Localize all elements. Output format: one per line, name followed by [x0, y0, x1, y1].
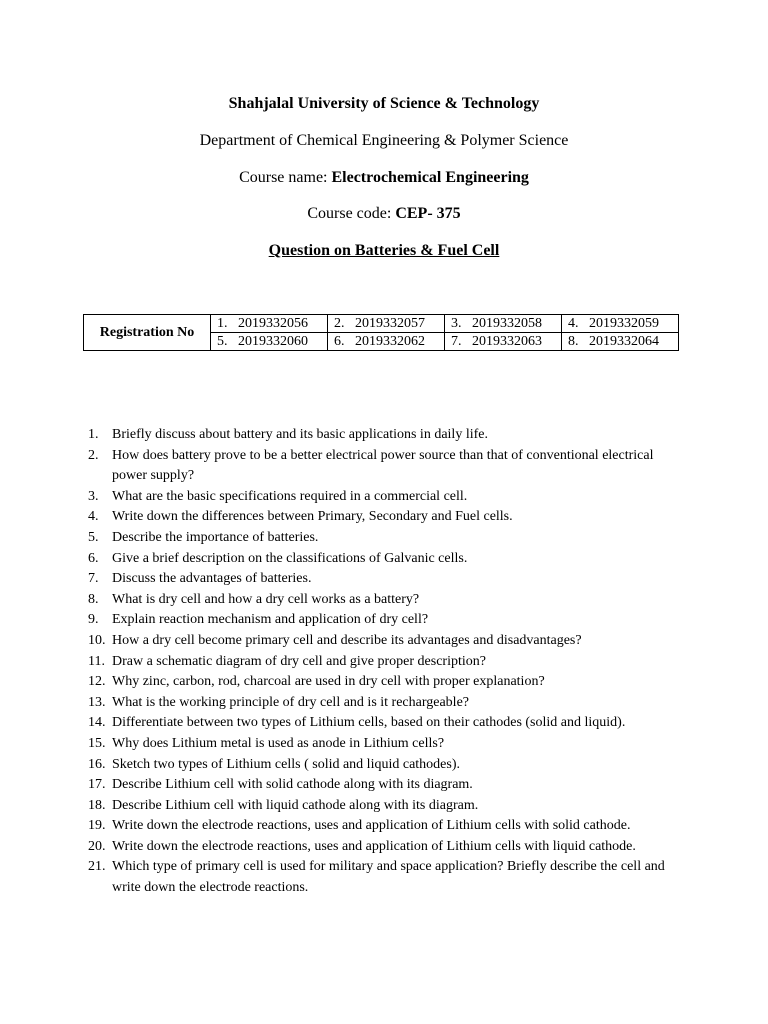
question-item: [88, 631, 688, 652]
question-number: 14.: [88, 715, 106, 731]
question-number: 15.: [88, 735, 106, 751]
question-text: Draw a schematic diagram of dry cell and give proper description?: [112, 653, 486, 669]
question-item: [88, 816, 688, 837]
question-item: [88, 507, 688, 528]
question-number: 20.: [88, 838, 106, 854]
question-text: Explain reaction mechanism and application of dry cell?: [112, 612, 429, 628]
registration-cell: 7. 2019332063: [445, 333, 562, 351]
registration-row: [84, 315, 679, 333]
question-text: Which type of primary cell is used for military and space application? Briefly describe the cell and write down the electrode reactions.: [112, 859, 665, 896]
registration-cell: 3. 2019332058: [445, 315, 562, 333]
question-item: [88, 652, 688, 673]
question-number: 4.: [88, 509, 99, 525]
registration-cell: 4. 2019332059: [562, 315, 679, 333]
course-code: CEP- 375: [395, 205, 461, 222]
question-item: [88, 425, 688, 446]
question-number: 3.: [88, 488, 99, 504]
university-name: Shahjalal University of Science & Technology: [228, 95, 540, 112]
department-name: Department of Chemical Engineering & Polymer Science: [199, 132, 569, 149]
registration-cell: 1. 2019332056: [211, 315, 328, 333]
question-list: [88, 425, 688, 899]
question-number: 19.: [88, 818, 106, 834]
course-name-label: Course name:: [239, 169, 332, 186]
course-name-line: [0, 168, 768, 188]
question-text: How a dry cell become primary cell and describe its advantages and disadvantages?: [112, 632, 582, 648]
question-text: Write down the electrode reactions, uses and application of Lithium cells with solid cathode.: [112, 818, 631, 834]
question-number: 12.: [88, 674, 106, 690]
question-text: Give a brief description on the classifications of Galvanic cells.: [112, 550, 468, 566]
question-item: [88, 549, 688, 570]
question-text: What is dry cell and how a dry cell works as a battery?: [112, 591, 420, 607]
question-text: How does battery prove to be a better electrical power source than that of conventional electrical power supply?: [112, 447, 654, 484]
course-name: Electrochemical Engineering: [331, 169, 529, 186]
question-item: [88, 569, 688, 590]
registration-cell: 8. 2019332064: [562, 333, 679, 351]
question-number: 6.: [88, 550, 99, 566]
question-text: Write down the electrode reactions, uses and application of Lithium cells with liquid cathode.: [112, 838, 636, 854]
question-text: Describe Lithium cell with liquid cathode along with its diagram.: [112, 797, 479, 813]
question-text: Write down the differences between Primary, Secondary and Fuel cells.: [112, 509, 513, 525]
question-item: [88, 610, 688, 631]
question-number: 8.: [88, 591, 99, 607]
question-number: 11.: [88, 653, 105, 669]
registration-cell: 5. 2019332060: [211, 333, 328, 351]
question-number: 2.: [88, 447, 99, 463]
question-number: 16.: [88, 756, 106, 772]
registration-table: [83, 314, 679, 351]
question-text: Describe the importance of batteries.: [112, 529, 319, 545]
question-text: Briefly discuss about battery and its basic applications in daily life.: [112, 427, 488, 442]
question-text: Describe Lithium cell with solid cathode along with its diagram.: [112, 777, 473, 793]
registration-cell: 2. 2019332057: [328, 315, 445, 333]
question-text: Sketch two types of Lithium cells ( solid and liquid cathodes).: [112, 756, 460, 772]
question-item: [88, 796, 688, 817]
question-text: Discuss the advantages of batteries.: [112, 571, 312, 587]
question-item: [88, 672, 688, 693]
question-number: 1.: [88, 427, 99, 442]
question-number: 5.: [88, 529, 99, 545]
question-item: [88, 528, 688, 549]
question-number: 9.: [88, 612, 99, 628]
question-item: [88, 837, 688, 858]
question-text: Differentiate between two types of Lithium cells, based on their cathodes (solid and liquid).: [112, 715, 626, 731]
question-item: [88, 590, 688, 611]
course-code-label: Course code:: [307, 205, 396, 222]
question-number: 7.: [88, 571, 99, 587]
course-code-line: [0, 204, 768, 224]
question-item: [88, 446, 688, 487]
question-title: Question on Batteries & Fuel Cell: [268, 242, 500, 259]
question-text: What are the basic specifications required in a commercial cell.: [112, 488, 468, 504]
question-number: 10.: [88, 632, 106, 648]
registration-label: Registration No: [84, 315, 211, 351]
question-item: [88, 755, 688, 776]
question-number: 21.: [88, 859, 106, 875]
question-number: 18.: [88, 797, 106, 813]
question-item: [88, 775, 688, 796]
question-item: [88, 487, 688, 508]
question-item: [88, 693, 688, 714]
question-text: Why does Lithium metal is used as anode in Lithium cells?: [112, 735, 445, 751]
question-text: What is the working principle of dry cell and is it rechargeable?: [112, 694, 469, 710]
question-number: 17.: [88, 777, 106, 793]
question-item: [88, 734, 688, 755]
question-text: Why zinc, carbon, rod, charcoal are used in dry cell with proper explanation?: [112, 674, 545, 690]
question-item: [88, 857, 688, 898]
question-item: [88, 713, 688, 734]
registration-cell: 6. 2019332062: [328, 333, 445, 351]
question-number: 13.: [88, 694, 106, 710]
